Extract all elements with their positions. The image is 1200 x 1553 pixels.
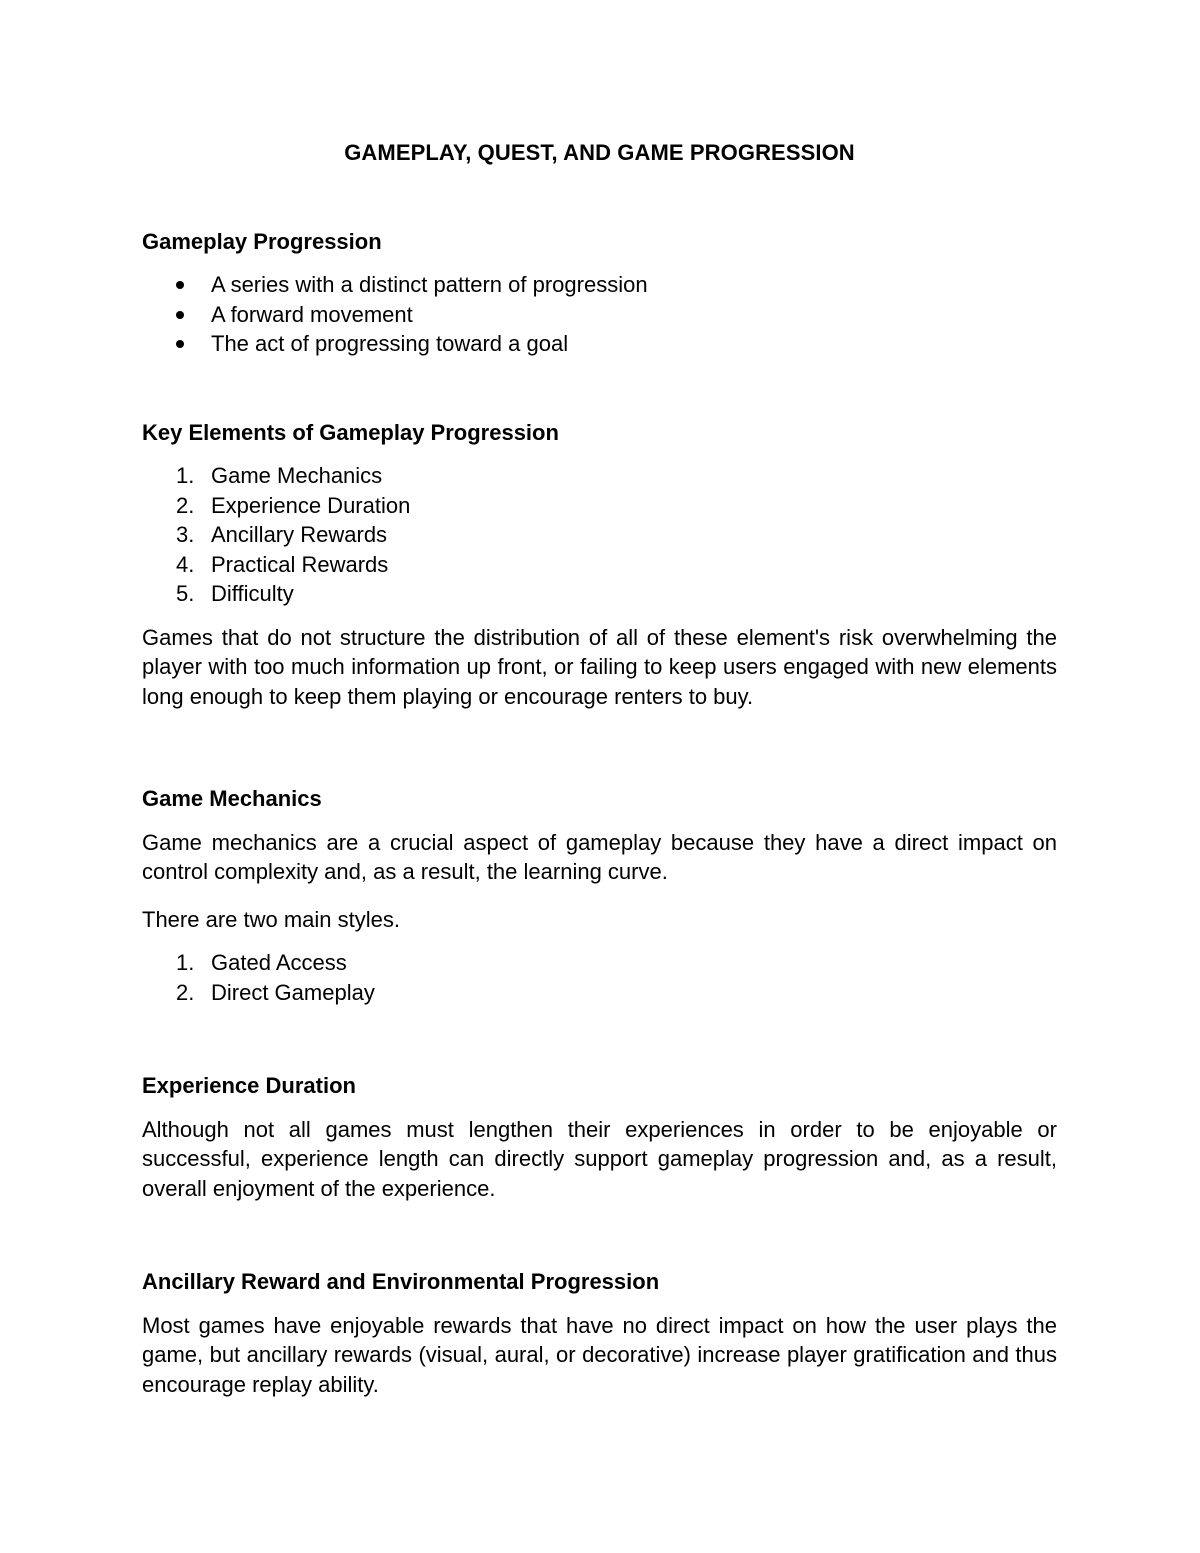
numbered-item-text: Difficulty <box>211 581 294 606</box>
heading-ancillary-reward: Ancillary Reward and Environmental Progression <box>142 1269 660 1294</box>
numbered-item-text: Direct Gameplay <box>211 979 375 1005</box>
list-number: 2. <box>176 492 195 518</box>
numbered-item <box>142 978 1057 1008</box>
numbered-item <box>142 550 1057 580</box>
gameplay-progression-bullet-list <box>142 270 1057 359</box>
game-mechanics-styles-intro: There are two main styles. <box>142 906 400 932</box>
bullet-item: A series with a distinct pattern of progression <box>142 270 1057 300</box>
bullet-item: A forward movement <box>142 300 1057 330</box>
heading-game-mechanics: Game Mechanics <box>142 786 322 811</box>
game-mechanics-styles-list <box>142 948 1057 1007</box>
game-mechanics-paragraph: Game mechanics are a crucial aspect of gameplay because they have a direct impact on control complexity and, as a result, the learning curve. <box>142 829 1057 884</box>
document-title: GAMEPLAY, QUEST, AND GAME PROGRESSION <box>344 140 855 165</box>
list-number: 5. <box>176 581 195 606</box>
numbered-item-text: Game Mechanics <box>211 463 383 488</box>
numbered-item-text: Gated Access <box>211 950 347 975</box>
heading-key-elements: Key Elements of Gameplay Progression <box>142 419 559 445</box>
list-number: 4. <box>176 551 195 577</box>
numbered-item-text: Experience Duration <box>211 492 411 518</box>
list-number: 3. <box>176 522 195 547</box>
list-number: 1. <box>176 950 195 975</box>
key-elements-numbered-list <box>142 461 1057 609</box>
bullet-item: The act of progressing toward a goal <box>142 329 1057 359</box>
list-number: 1. <box>176 463 195 488</box>
numbered-item <box>142 491 1057 521</box>
numbered-item <box>142 948 1057 978</box>
numbered-item-text: Ancillary Rewards <box>211 522 388 547</box>
numbered-item <box>142 520 1057 550</box>
heading-gameplay-progression: Gameplay Progression <box>142 228 382 254</box>
numbered-item <box>142 461 1057 491</box>
experience-duration-paragraph: Although not all games must lengthen their experiences in order to be enjoyable or successful, experience length can directly support gameplay progression and, as a result, overall enjoyment of the experience. <box>142 1116 1057 1201</box>
list-number: 2. <box>176 979 195 1005</box>
numbered-item <box>142 579 1057 609</box>
document-body <box>142 138 1057 1399</box>
ancillary-reward-paragraph: Most games have enjoyable rewards that have no direct impact on how the user plays the game, but ancillary rewards (visual, aural, or decorative) increase player gratification and thus encourage replay ability. <box>142 1312 1057 1397</box>
numbered-item-text: Practical Rewards <box>211 551 389 577</box>
key-elements-paragraph: Games that do not structure the distribution of all of these element's risk overwhelming the player with too much information up front, or failing to keep users engaged with new elements long enough to keep them playing or encourage renters to buy. <box>142 624 1057 709</box>
heading-experience-duration: Experience Duration <box>142 1073 356 1098</box>
